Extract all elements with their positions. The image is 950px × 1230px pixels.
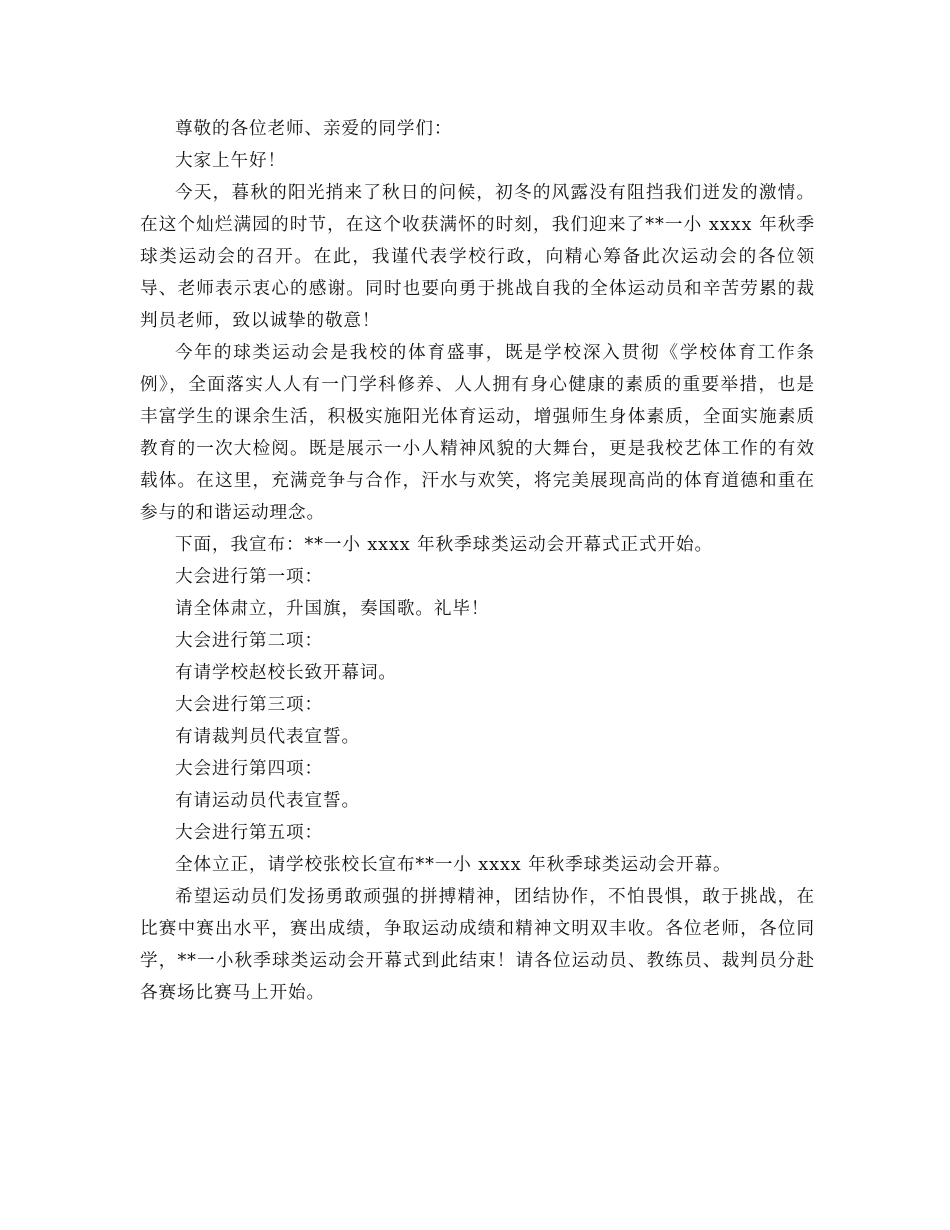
- announcement: 下面，我宣布：**一小 xxxx 年秋季球类运动会开幕式正式开始。: [175, 535, 714, 555]
- agenda-item-4-heading: 大会进行第四项：: [175, 759, 323, 779]
- paragraph-significance: 今年的球类运动会是我校的体育盛事，既是学校深入贯彻《学校体育工作条例》，全面落实人人有一门学科修养、人人拥有身心健康的素质的重要举措，也是丰富学生的课余生活，积极实施阳光体育运动，增强师生身体素质，全面实施素质教育的一次大检阅。既是展示一小人精神风貌的大舞台，更是我校艺体工作的有效载体。在这里，充满竞争与合作，汗水与欢笑，将完美展现高尚的体育道德和重在参与的和谐运动理念。: [140, 343, 815, 523]
- agenda-item-1-heading: 大会进行第一项：: [175, 567, 323, 587]
- greeting: 大家上午好！: [175, 151, 286, 171]
- agenda-item-2-heading: 大会进行第二项：: [175, 631, 323, 651]
- agenda-item-5-text: 全体立正，请学校张校长宣布**一小 xxxx 年秋季球类运动会开幕。: [175, 855, 732, 875]
- agenda-item-3-heading: 大会进行第三项：: [175, 695, 323, 715]
- agenda-item-4-text: 有请运动员代表宣誓。: [175, 791, 360, 811]
- agenda-item-1-text: 请全体肃立，升国旗，奏国歌。礼毕！: [175, 599, 490, 619]
- paragraph-closing: 希望运动员们发扬勇敢顽强的拼搏精神，团结协作，不怕畏惧，敢于挑战，在比赛中赛出水平，赛出成绩，争取运动成绩和精神文明双丰收。各位老师，各位同学，**一小秋季球类运动会开幕式到此结束！请各位运动员、教练员、裁判员分赴各赛场比赛马上开始。: [140, 887, 815, 1003]
- salutation: 尊敬的各位老师、亲爱的同学们：: [175, 119, 453, 139]
- document-body: [140, 113, 815, 1009]
- agenda-item-5-heading: 大会进行第五项：: [175, 823, 323, 843]
- agenda-item-2-text: 有请学校赵校长致开幕词。: [175, 663, 397, 683]
- paragraph-opening: 今天，暮秋的阳光捎来了秋日的问候，初冬的风露没有阻挡我们迸发的激情。在这个灿烂满园的时节，在这个收获满怀的时刻，我们迎来了**一小 xxxx 年秋季球类运动会的召开。在此，我谨代表学校行政，向精心筹备此次运动会的各位领导、老师表示衷心的感谢。同时也要向勇于挑战自我的全体运动员和辛苦劳累的裁判员老师，致以诚挚的敬意！: [140, 183, 815, 331]
- agenda-item-3-text: 有请裁判员代表宣誓。: [175, 727, 360, 747]
